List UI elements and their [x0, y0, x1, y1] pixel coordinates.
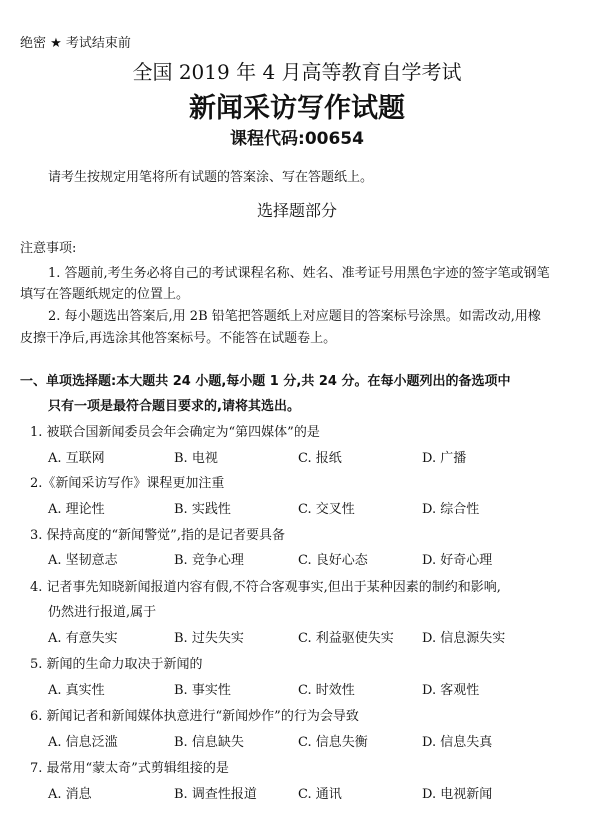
- question-4: 4. 记者事先知晓新闻报道内容有假,不符合客观事实,但出于某种因素的制约和影响,: [30, 580, 501, 595]
- option-b: B. 事实性: [174, 683, 231, 698]
- option-c: C. 报纸: [298, 451, 342, 466]
- option-a: A. 真实性: [48, 683, 105, 698]
- part-heading-cont: 只有一项是最符合题目要求的,请将其选出。: [48, 399, 300, 414]
- option-c: C. 时效性: [298, 683, 355, 698]
- option-d: D. 好奇心理: [422, 553, 493, 568]
- option-b: B. 电视: [174, 451, 218, 466]
- option-b: B. 信息缺失: [174, 735, 244, 750]
- instruction-text: 请考生按规定用笔将所有试题的答案涂、写在答题纸上。: [48, 170, 374, 185]
- option-b: B. 实践性: [174, 502, 231, 517]
- option-a: A. 信息泛滥: [48, 735, 118, 750]
- option-a: A. 消息: [48, 787, 92, 802]
- note-line: 皮擦干净后,再选涂其他答案标号。不能答在试题卷上。: [20, 331, 337, 346]
- course-code: 课程代码:00654: [230, 129, 364, 149]
- question-2: 2.《新闻采访写作》课程更加注重: [30, 476, 225, 491]
- part-heading: 一、单项选择题:本大题共 24 小题,每小题 1 分,共 24 分。在每小题列出的备选项中: [20, 374, 511, 389]
- note-line: 1. 答题前,考生务必将自己的考试课程名称、姓名、准考证号用黑色字迹的签字笔或钢笔: [48, 266, 550, 281]
- option-c: C. 良好心态: [298, 553, 368, 568]
- section-title: 选择题部分: [256, 201, 337, 220]
- option-c: C. 交叉性: [298, 502, 355, 517]
- option-d: D. 信息失真: [422, 735, 493, 750]
- option-d: D. 广播: [422, 451, 467, 466]
- option-c: C. 通讯: [298, 787, 342, 802]
- option-d: D. 电视新闻: [422, 787, 493, 802]
- option-a: A. 有意失实: [48, 631, 118, 646]
- question-6: 6. 新闻记者和新闻媒体执意进行“新闻炒作”的行为会导致: [30, 709, 359, 724]
- option-a: A. 互联网: [48, 451, 105, 466]
- option-b: B. 过失失实: [174, 631, 244, 646]
- exam-title: 全国 2019 年 4 月高等教育自学考试: [132, 60, 462, 84]
- question-4-cont: 仍然进行报道,属于: [48, 605, 157, 620]
- option-d: D. 信息源失实: [422, 631, 506, 646]
- option-b: B. 调查性报道: [174, 787, 257, 802]
- confidential-label: 绝密 ★ 考试结束前: [20, 36, 131, 51]
- option-a: A. 理论性: [48, 502, 105, 517]
- paper-title: 新闻采访写作试题: [189, 93, 405, 124]
- note-line: 填写在答题纸规定的位置上。: [20, 287, 190, 302]
- question-1: 1. 被联合国新闻委员会年会确定为“第四媒体”的是: [30, 425, 320, 440]
- option-b: B. 竞争心理: [174, 553, 244, 568]
- question-3: 3. 保持高度的“新闻警觉”,指的是记者要具备: [30, 528, 285, 543]
- option-d: D. 综合性: [422, 502, 480, 517]
- notes-heading: 注意事项:: [20, 241, 77, 256]
- question-5: 5. 新闻的生命力取决于新闻的: [30, 657, 203, 672]
- note-line: 2. 每小题选出答案后,用 2B 铅笔把答题纸上对应题目的答案标号涂黑。如需改动,用橡: [48, 309, 541, 324]
- question-7: 7. 最常用“蒙太奇”式剪辑组接的是: [30, 761, 229, 776]
- option-d: D. 客观性: [422, 683, 480, 698]
- option-c: C. 利益驱使失实: [298, 631, 394, 646]
- option-a: A. 坚韧意志: [48, 553, 118, 568]
- option-c: C. 信息失衡: [298, 735, 368, 750]
